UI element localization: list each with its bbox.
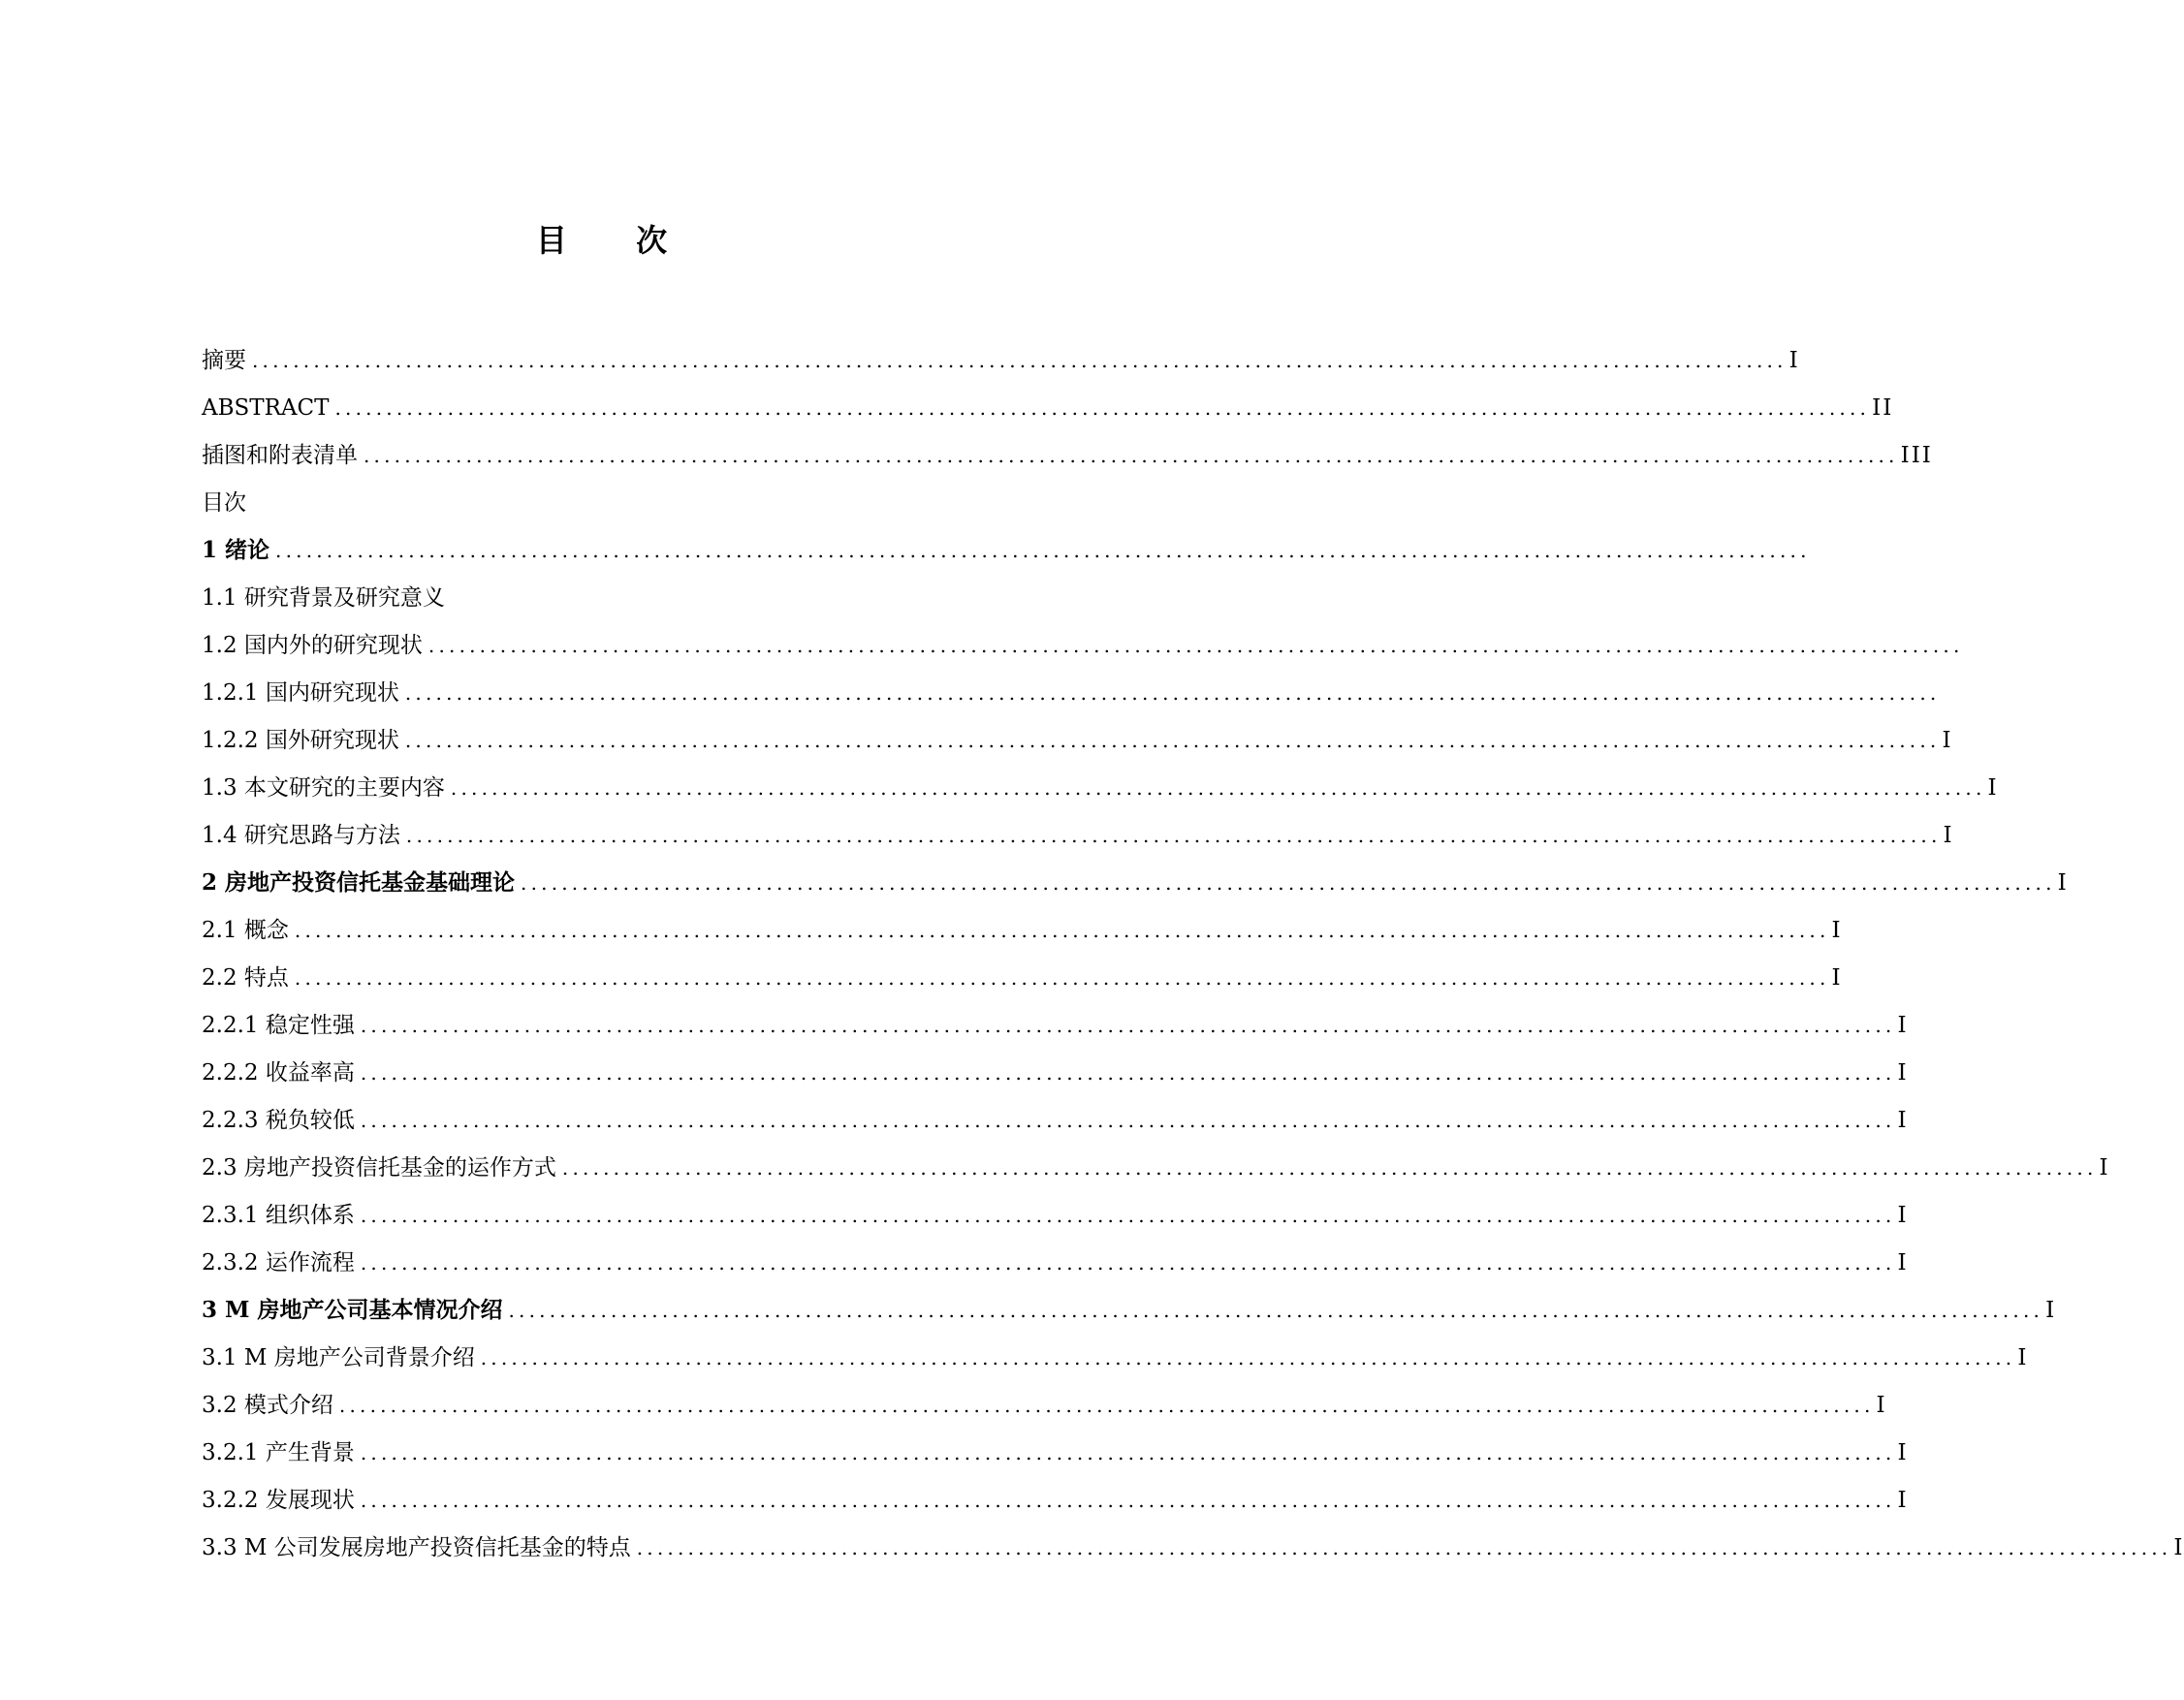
toc-entry-label: 3.1 M 房地产公司背景介绍 [202,1345,475,1370]
toc-entry[interactable] [202,423,1933,470]
toc-entry-label: 3.2 模式介绍 [202,1393,333,1418]
toc-entry-page-number: I [2017,1345,2029,1370]
toc-entry[interactable] [202,1372,1887,1420]
toc-entry-label: 3.3 M 公司发展房地产投资信托基金的特点 [202,1535,631,1560]
toc-dot-leader: ...................................................................................................................................................... [450,776,1986,800]
toc-dot-leader: ...................................................................................................................................................... [360,1014,1896,1037]
toc-dot-leader: ...................................................................................................................................................... [480,1346,2016,1369]
toc-entry[interactable] [202,897,1843,945]
toc-dot-leader: ...................................................................................................................................................... [294,919,1830,942]
toc-entry-label: 2.1 概念 [202,918,289,943]
toc-entry-label: 1.1 研究背景及研究意义 [202,585,445,611]
toc-entry-label: 摘要 [202,348,246,373]
toc-entry-label: 1.2 国内外的研究现状 [202,633,423,658]
toc-entry-page-number: I [1897,1060,1909,1086]
toc-entry-label: 插图和附表清单 [202,443,358,468]
toc-entry-page-number: I [1831,965,1843,991]
toc-entry[interactable] [202,1040,1909,1087]
toc-dot-leader: ...................................................................................................................................................... [360,1489,1896,1512]
toc-entry-page-number: I [1897,1488,1909,1513]
toc-entry-label: 1.2.2 国外研究现状 [202,728,399,753]
toc-dot-leader: ...................................................................................................................................................... [561,1156,2098,1180]
toc-dot-leader: ...................................................................................................................................................... [404,729,1941,752]
toc-entry[interactable] [202,803,1954,850]
toc-entry-page-number: I [1897,1250,1909,1275]
toc-entry-page-number: III [1900,443,1933,468]
toc-dot-leader: ...................................................................................................................................................... [360,1251,1896,1275]
toc-entry[interactable] [202,1135,2110,1182]
toc-entry-page-number: I [1897,1203,1909,1228]
toc-entry-page-number: I [1876,1393,1887,1418]
toc-entry-page-number: I [1987,775,1999,801]
toc-entry-page-number: I [1897,1108,1909,1133]
toc-entry-page-number: I [2045,1298,2057,1323]
toc-entry[interactable] [202,1515,2184,1562]
table-of-contents [202,328,2184,1562]
toc-entry-page-number: I [1942,728,1953,753]
toc-entry[interactable] [202,518,1811,565]
page-title: 目 次 [535,222,697,259]
toc-entry-label: 2.2 特点 [202,965,289,991]
toc-entry-label: 3.2.2 发展现状 [202,1488,355,1513]
toc-dot-leader: ...................................................................................................................................................... [252,349,1788,372]
toc-entry[interactable] [202,1420,1909,1467]
toc-entry-label: 1.4 研究思路与方法 [202,823,400,848]
toc-entry-label: 目次 [202,490,246,516]
toc-entry[interactable] [202,755,1999,803]
toc-entry-label: 2.3 房地产投资信托基金的运作方式 [202,1155,556,1181]
toc-entry-page-number: I [1943,823,1954,848]
toc-entry[interactable] [202,1087,1909,1135]
toc-entry[interactable] [202,613,1964,660]
toc-entry[interactable] [202,1230,1909,1277]
toc-entry-page-number: I [1831,918,1843,943]
toc-entry-label: 3.2.1 产生背景 [202,1440,355,1465]
toc-entry[interactable] [202,1182,1909,1230]
toc-entry[interactable] [202,565,1142,613]
toc-dot-leader: ...................................................................................................................................................... [334,396,1871,420]
toc-dot-leader: ...................................................................................................................................................... [508,1299,2044,1322]
toc-dot-leader: ...................................................................................................................................................... [405,824,1942,847]
toc-entry-page-number: I [2173,1535,2184,1560]
toc-entry-page-number: I [1788,348,1800,373]
toc-dot-leader: ...................................................................................................................................................... [427,634,1964,657]
toc-entry-label: ABSTRACT [202,395,330,421]
toc-entry[interactable] [202,1277,2057,1325]
toc-entry[interactable] [202,470,1142,518]
toc-entry-page-number: I [2099,1155,2110,1181]
toc-dot-leader: ...................................................................................................................................................... [364,444,1899,467]
toc-dot-leader: ...................................................................................................................................................... [636,1536,2172,1559]
toc-dot-leader: ...................................................................................................................................................... [360,1204,1896,1227]
toc-entry-label: 2.2.2 收益率高 [202,1060,355,1086]
toc-entry-label: 2.2.3 税负较低 [202,1108,355,1133]
toc-dot-leader: ...................................................................................................................................................... [360,1109,1896,1132]
toc-entry[interactable] [202,945,1843,992]
toc-entry-page-number: I [2057,870,2069,896]
toc-entry[interactable] [202,375,1894,423]
toc-entry[interactable] [202,850,2069,897]
toc-entry[interactable] [202,328,1800,375]
toc-dot-leader: ...................................................................................................................................................... [360,1061,1896,1085]
toc-entry-label: 1.3 本文研究的主要内容 [202,775,445,801]
toc-dot-leader: ...................................................................................................................................................... [521,871,2056,895]
toc-entry[interactable] [202,992,1909,1040]
toc-entry-label: 2.2.1 稳定性强 [202,1013,355,1038]
toc-entry-page-number: I [1897,1013,1909,1038]
toc-entry[interactable] [202,660,1941,708]
toc-entry-label: 2 房地产投资信托基金基础理论 [202,869,516,896]
toc-entry-page-number: II [1872,395,1894,421]
toc-dot-leader: ...................................................................................................................................................... [360,1441,1896,1464]
toc-entry[interactable] [202,1467,1909,1515]
toc-entry-label: 2.3.2 运作流程 [202,1250,355,1275]
toc-entry-label: 1.2.1 国内研究现状 [202,680,399,706]
toc-entry[interactable] [202,1325,2029,1372]
toc-entry[interactable] [202,708,1953,755]
toc-entry-page-number: I [1897,1440,1909,1465]
toc-dot-leader: ...................................................................................................................................................... [338,1394,1875,1417]
toc-dot-leader: ...................................................................................................................................................... [404,681,1941,705]
toc-dot-leader: ...................................................................................................................................................... [275,539,1811,562]
toc-entry-label: 1 绪论 [202,537,270,563]
toc-entry-label: 3 M 房地产公司基本情况介绍 [202,1297,503,1323]
toc-dot-leader: ...................................................................................................................................................... [294,966,1830,990]
toc-entry-label: 2.3.1 组织体系 [202,1203,355,1228]
